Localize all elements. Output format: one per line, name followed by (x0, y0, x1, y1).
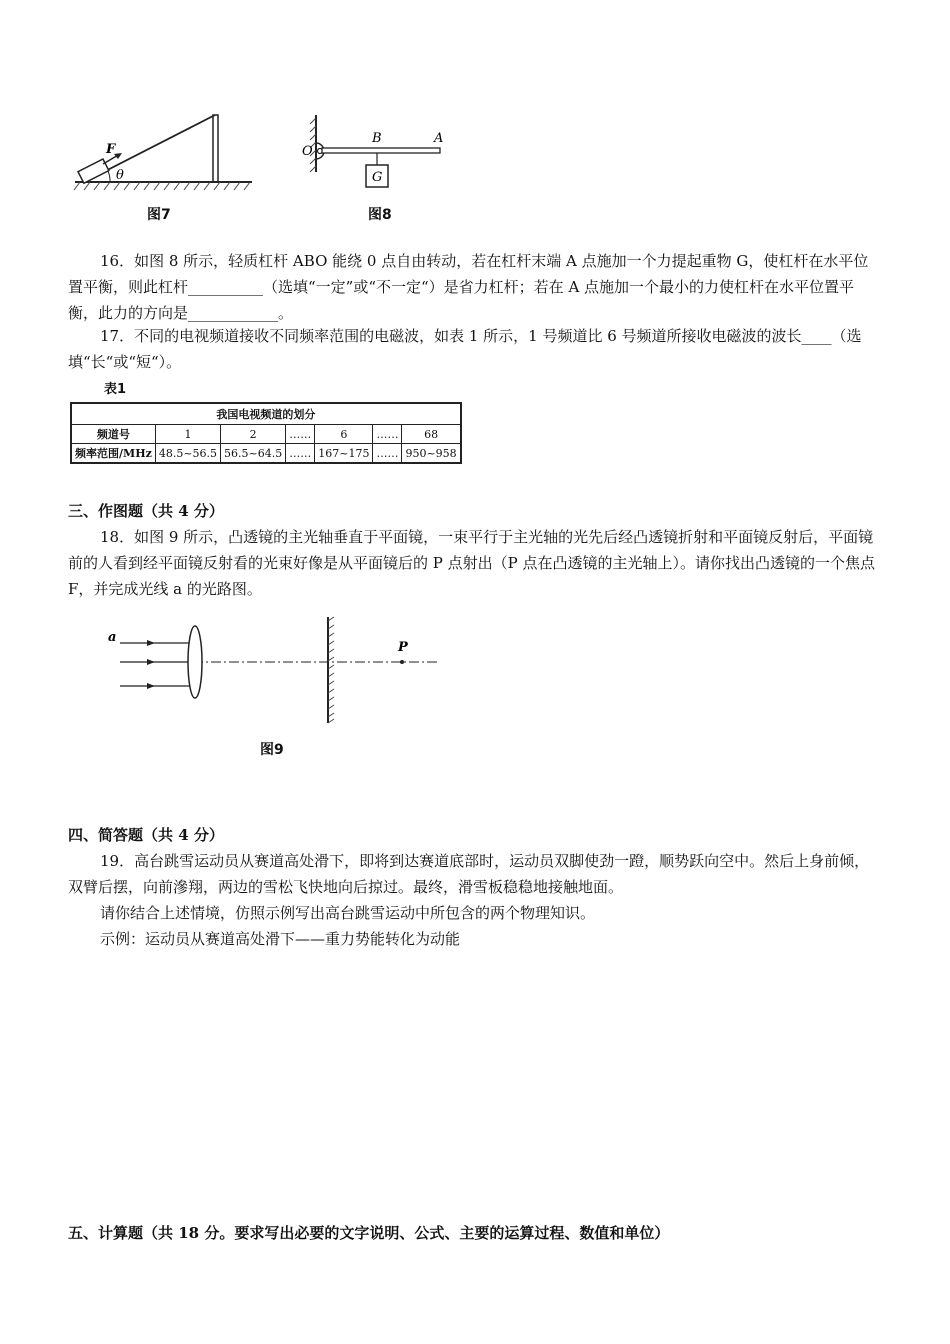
label-g: G (372, 170, 383, 185)
figure9-caption: 图9 (260, 742, 284, 758)
question-19: 19．高台跳雪运动员从赛道高处滑下，即将到达赛道底部时，运动员双脚使劲一蹬，顺势跃向空中。然后上身前倾，双臂后摆，向前滲翔，两边的雪松飞快地向后掠过。最终，滑雪板稳稳地接触地面。 (68, 852, 870, 896)
section3-heading: 三、作图题（共 4 分） (68, 502, 224, 520)
question-18: 18．如图 9 所示，凸透镜的主光轴垂直于平面镜，一束平行于主光轴的光先后经凸透镜折射和平面镜反射后，平面镜前的人看到经平面镜反射看的光束好像是从平面镜后的 P 点射出（P 点在凸透镜的主光轴上）。请你找出凸透镜的一个焦点 F，并完成光线 a 的光路图。 (68, 528, 875, 598)
label-p: P (398, 640, 408, 655)
table-cell: 950~958 (402, 444, 461, 464)
table-row (71, 425, 461, 444)
row-header-channel: 频道号 (71, 425, 155, 444)
table-cell: 6 (315, 425, 373, 444)
channel-table (70, 402, 462, 464)
table-cell: …… (286, 444, 315, 464)
table-cell: 48.5~56.5 (155, 444, 220, 464)
label-ray-a: a (108, 630, 117, 645)
table-cell: 1 (155, 425, 220, 444)
table-cell: …… (286, 425, 315, 444)
label-b: B (372, 131, 382, 146)
figure7-caption: 图7 (147, 207, 171, 223)
table-cell: …… (373, 444, 402, 464)
table-cell: 68 (402, 425, 461, 444)
label-o: O (302, 144, 313, 159)
row-header-frequency: 频率范围/MHz (71, 444, 155, 464)
table-title: 我国电视频道的划分 (71, 403, 461, 425)
table-cell: 56.5~64.5 (221, 444, 286, 464)
table-cell: …… (373, 425, 402, 444)
figure8-diagram (300, 110, 450, 195)
question-17: 17．不同的电视频道接收不同频率范围的电磁波，如表 1 所示，1 号频道比 6 号频道所接收电磁波的波长____（选填“长“或“短“）。 (68, 327, 862, 371)
figure8-caption: 图8 (368, 207, 392, 223)
figure9-diagram (100, 615, 445, 730)
table-cell: 167~175 (315, 444, 373, 464)
section4-heading: 四、简答题（共 4 分） (68, 826, 224, 844)
question-19-prompt: 请你结合上述情境，仿照示例写出高台跳雪运动中所包含的两个物理知识。 (100, 904, 596, 922)
table-cell: 2 (221, 425, 286, 444)
label-a: A (434, 131, 444, 146)
table1-label: 表1 (104, 382, 127, 397)
angle-label: θ (116, 168, 124, 183)
figure7-diagram (70, 110, 260, 195)
question-16: 16．如图 8 所示，轻质杠杆 ABO 能绕 0 点自由转动，若在杠杆末端 A 点施加一个力提起重物 G，使杠杆在水平位置平衡，则此杠杆__________（选填“一定”或“不一定“）是省力杠杆；若在 A 点施加一个最小的力使杠杆在水平位置平衡，此力的方向是____________。 (68, 252, 869, 322)
question-19-example: 示例：运动员从赛道高处滑下——重力势能转化为动能 (100, 930, 461, 948)
section5-heading: 五、计算题（共 18 分。要求写出必要的文字说明、公式、主要的运算过程、数值和单位） (68, 1224, 670, 1242)
force-label: F (106, 142, 116, 157)
table-row (71, 444, 461, 464)
